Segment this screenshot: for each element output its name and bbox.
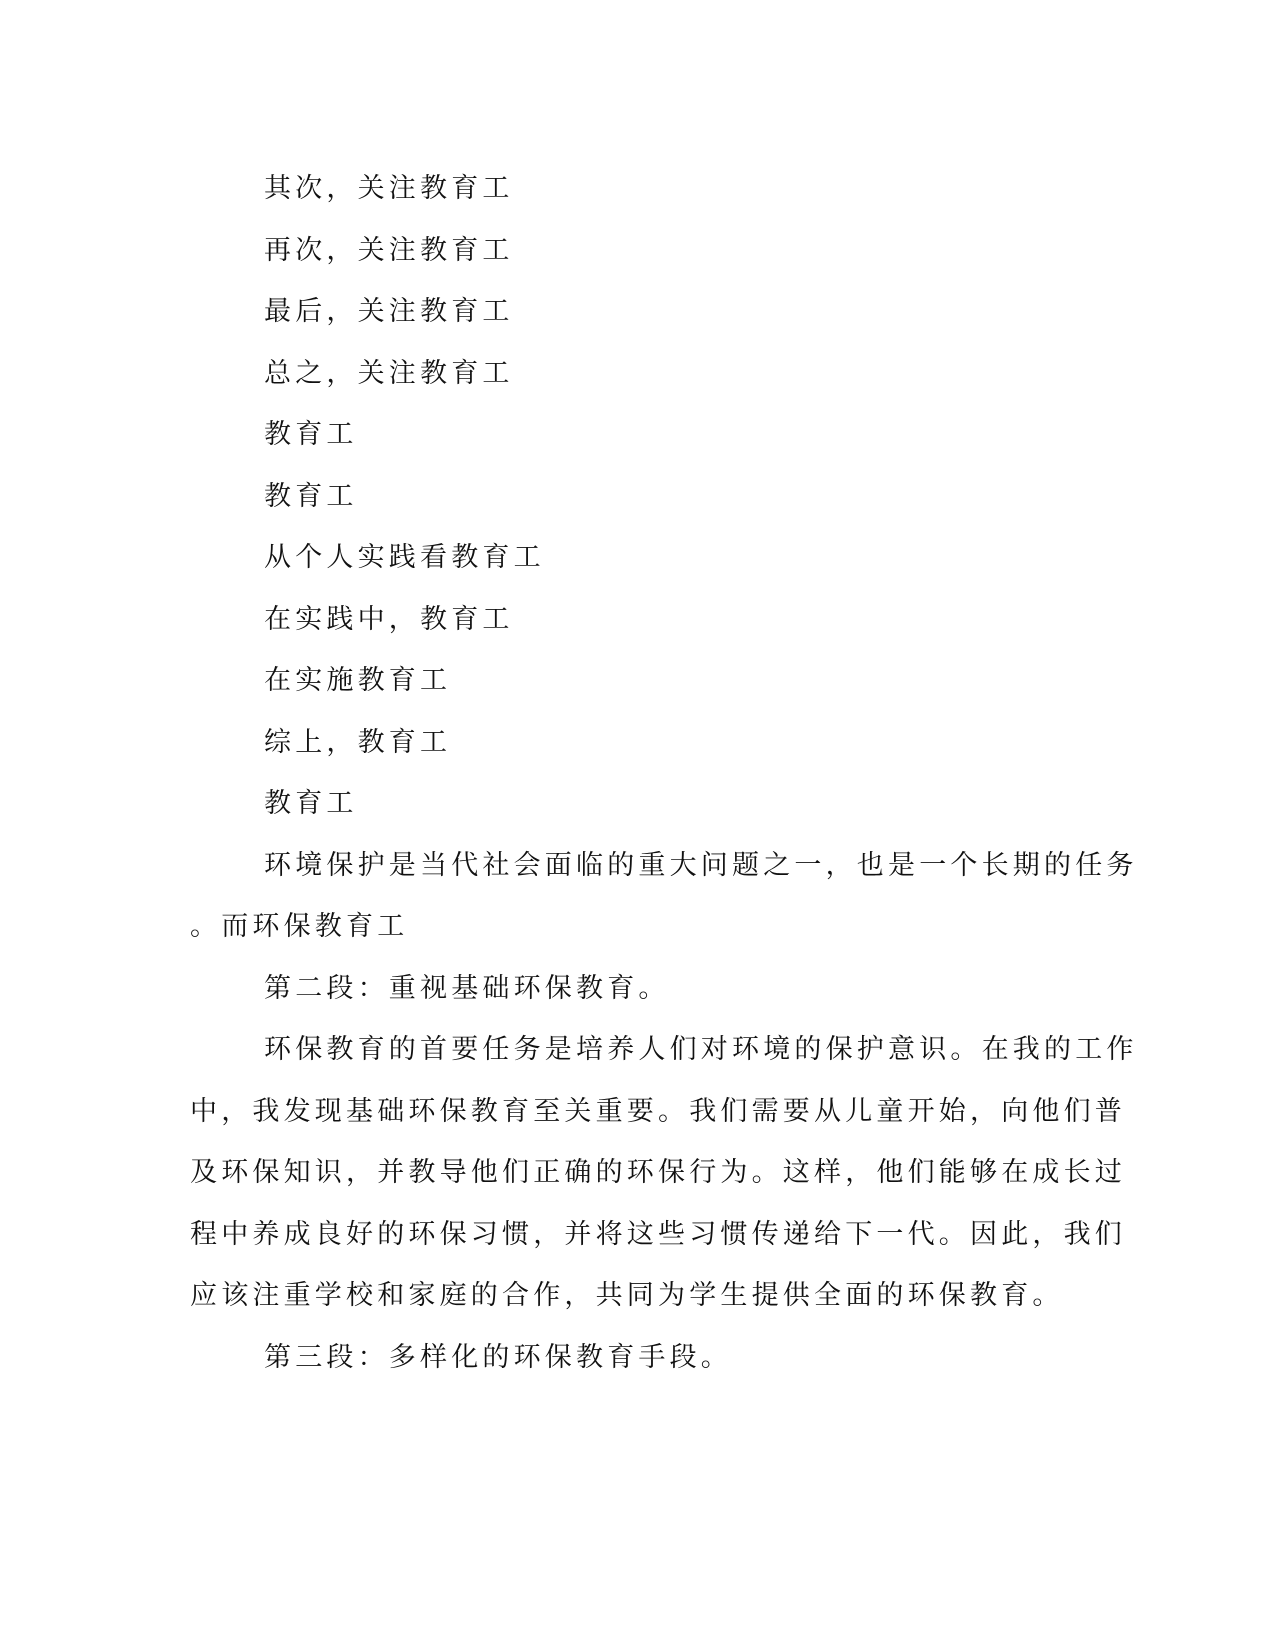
paragraph-line: 。而环保教育工 [190, 911, 409, 942]
section-heading: 第三段：多样化的环保教育手段。 [264, 1341, 732, 1373]
text-line: 在实践中，教育工 [264, 603, 514, 635]
text-line: 在实施教育工 [264, 665, 452, 696]
text-line: 教育工 [264, 480, 358, 512]
paragraph-line: 及环保知识，并教导他们正确的环保行为。这样，他们能够在成长过 [190, 1157, 1126, 1188]
text-line: 再次，关注教育工 [264, 234, 514, 266]
paragraph-line: 中，我发现基础环保教育至关重要。我们需要从儿童开始，向他们普 [190, 1095, 1126, 1127]
paragraph-line: 程中养成良好的环保习惯，并将这些习惯传递给下一代。因此，我们 [190, 1218, 1126, 1250]
section-heading: 第二段：重视基础环保教育。 [264, 972, 670, 1004]
text-line: 综上，教育工 [264, 726, 452, 758]
text-line: 教育工 [264, 788, 358, 819]
text-line: 从个人实践看教育工 [264, 542, 545, 573]
document-body [190, 158, 1138, 1388]
text-line: 教育工 [264, 419, 358, 450]
text-line: 总之，关注教育工 [264, 357, 514, 389]
paragraph-line: 环境保护是当代社会面临的重大问题之一，也是一个长期的任务 [264, 849, 1138, 881]
text-line: 最后，关注教育工 [264, 296, 514, 327]
paragraph-line: 应该注重学校和家庭的合作，共同为学生提供全面的环保教育。 [190, 1280, 1064, 1311]
text-line: 其次，关注教育工 [264, 173, 514, 204]
paragraph-line: 环保教育的首要任务是培养人们对环境的保护意识。在我的工作 [264, 1034, 1138, 1065]
